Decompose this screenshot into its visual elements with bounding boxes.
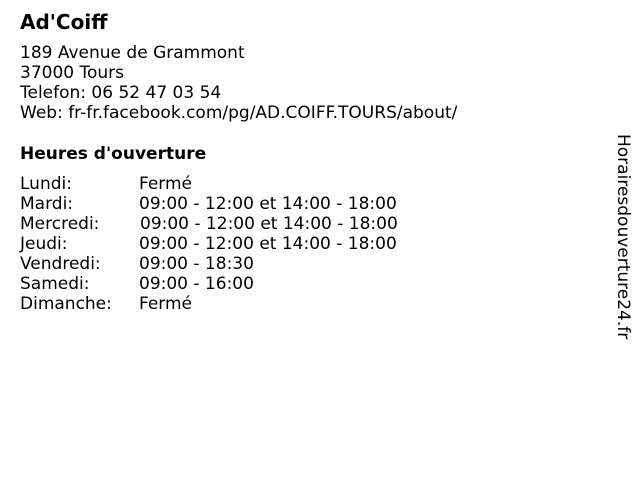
- business-street: 189 Avenue de Grammont: [20, 43, 245, 63]
- site-watermark: Horairesdouverture24.fr: [613, 134, 633, 340]
- hours-day: Mardi:: [20, 194, 74, 214]
- hours-time: 09:00 - 12:00 et 14:00 - 18:00: [139, 194, 397, 214]
- hours-time: Fermé: [139, 174, 193, 194]
- hours-day: Jeudi:: [20, 234, 68, 254]
- business-website: Web: fr-fr.facebook.com/pg/AD.COIFF.TOURS/about/: [20, 103, 458, 123]
- hours-time: Fermé: [139, 294, 193, 314]
- business-city: 37000 Tours: [20, 63, 125, 83]
- hours-time: 09:00 - 12:00 et 14:00 - 18:00: [140, 214, 398, 234]
- hours-day: Dimanche:: [20, 294, 112, 314]
- business-phone: Telefon: 06 52 47 03 54: [20, 83, 222, 103]
- hours-time: 09:00 - 12:00 et 14:00 - 18:00: [139, 234, 397, 254]
- hours-day: Mercredi:: [20, 214, 100, 234]
- hours-time: 09:00 - 18:30: [139, 254, 254, 274]
- hours-time: 09:00 - 16:00: [139, 274, 254, 294]
- hours-day: Lundi:: [20, 174, 72, 194]
- hours-day: Vendredi:: [20, 254, 101, 274]
- opening-hours-heading: Heures d'ouverture: [20, 144, 207, 164]
- business-name: Ad'Coiff: [20, 10, 108, 34]
- hours-day: Samedi:: [20, 274, 90, 294]
- business-contact-block: [20, 43, 457, 123]
